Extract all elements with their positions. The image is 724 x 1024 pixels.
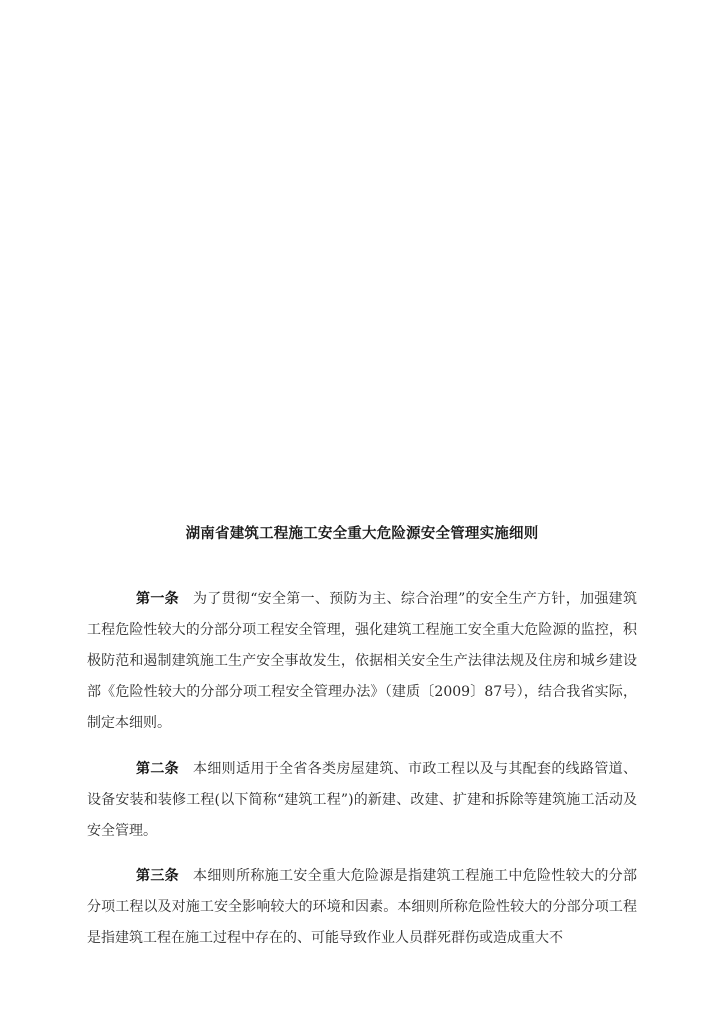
article-3-label: 第三条 <box>136 868 179 884</box>
article-2-label: 第二条 <box>136 761 179 777</box>
article-1-label: 第一条 <box>136 591 179 607</box>
article-2 <box>87 754 637 847</box>
article-1-text: 为了贯彻“安全第一、预防为主、综合治理”的安全生产方针，加强建筑工程危险性较大的分部分项工程安全管理，强化建筑工程施工安全重大危险源的监控，积极防范和遏制建筑施工生产安全事故发生，依据相关安全生产法律法规及住房和城乡建设部《危险性较大的分部分项工程安全管理办法》（建质〔2009〕87号），结合我省实际，制定本细则。 <box>87 591 637 731</box>
document-title: 湖南省建筑工程施工安全重大危险源安全管理实施细则 <box>185 526 539 542</box>
article-3-text: 本细则所称施工安全重大危险源是指建筑工程施工中危险性较大的分部分项工程以及对施工安全影响较大的环境和因素。本细则所称危险性较大的分部分项工程是指建筑工程在施工过程中存在的、可能导致作业人员群死群伤或造成重大不 <box>87 868 637 946</box>
article-3 <box>87 861 637 954</box>
article-2-text: 本细则适用于全省各类房屋建筑、市政工程以及与其配套的线路管道、设备安装和装修工程(以下简称“建筑工程”)的新建、改建、扩建和拆除等建筑施工活动及安全管理。 <box>87 761 637 839</box>
article-1 <box>87 584 637 739</box>
